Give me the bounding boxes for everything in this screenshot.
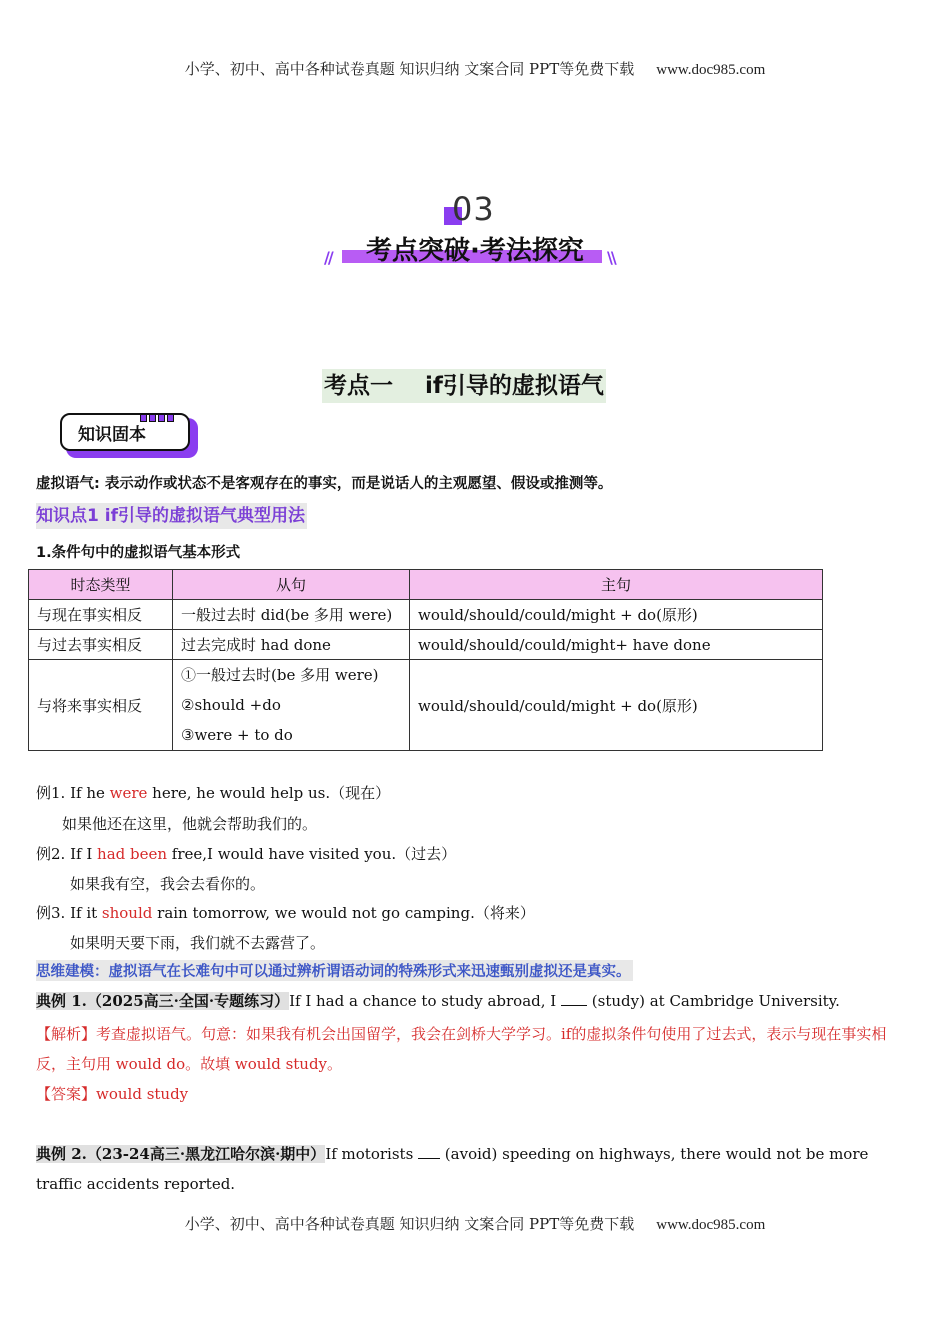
example-highlight: had been [97,845,168,863]
answer-text: 【答案】would study [36,1085,189,1103]
definition: 虚拟语气: 表示动作或状态不是客观存在的事实，而是说话人的主观愿望、假设或推测等。 [36,476,613,492]
table-row [29,600,823,630]
example-text: 例3. If it [36,904,102,922]
table-header: 从句 [173,570,410,600]
example2-question-text: If motorists [325,1145,419,1163]
table-cell-main: would/should/could/might + do(原形) [410,660,823,751]
slash-left-decoration: // [324,248,332,267]
example1-label: 典例 1.（2025高三·全国·专题练习） [36,992,290,1010]
table-cell-clause: 过去完成时 had done [173,630,410,660]
knowledge-point-title: 知识点1 if引导的虚拟语气典型用法 [36,503,307,529]
table-cell-type: 与过去事实相反 [29,630,173,660]
footer-text: 小学、初中、高中各种试卷真题 知识归纳 文案合同 PPT等免费下载 [184,1215,635,1233]
knowledge-badge [60,413,200,461]
footer-url[interactable]: www.doc985.com [656,1217,766,1233]
example-sentence [36,843,456,864]
conditional-table [28,569,823,751]
example1-explanation [36,1019,910,1109]
model-thinking: 思维建模：虚拟语气在长难句中可以通过辨析谓语动词的特殊形式来迅速甄别虚拟还是真实。 [36,960,633,981]
knowledge-badge-dots [140,407,186,417]
example-text: 例1. If he [36,784,110,802]
page-header [0,58,950,79]
example1-question-text: (study) at Cambridge University. [587,992,840,1010]
table-cell-type: 与将来事实相反 [29,660,173,751]
header-text: 小学、初中、高中各种试卷真题 知识归纳 文案合同 PPT等免费下载 [184,60,635,78]
section-badge [0,190,950,270]
form-title: 1.条件句中的虚拟语气基本形式 [36,545,241,561]
section-title: 考点突破·考法探究 [366,236,584,266]
page-footer [0,1213,950,1234]
table-cell-type: 与现在事实相反 [29,600,173,630]
knowledge-badge-label: 知识固本 [78,425,146,445]
example-text: 例2. If I [36,845,98,863]
example-text: here, he would help us.（现在） [147,784,391,802]
example-sentence [36,782,390,803]
analysis-text: 【解析】考查虚拟语气。句意：如果我有机会出国留学，我会在剑桥大学学习。if的虚拟条件句使用了过去式，表示与现在事实相反，主句用 would do。故填 would study。 [36,1025,887,1073]
header-url[interactable]: www.doc985.com [656,62,766,78]
example2-question-text: (avoid) speeding on highways, there would not be more traffic accidents reported. [36,1145,869,1193]
answer-blank [418,1146,440,1159]
clause-option: ①一般过去时(be 多用 were) [181,666,379,684]
point-title: 考点一 if引导的虚拟语气 [322,369,606,403]
example1-question [36,990,840,1011]
table-cell-main: would/should/could/might+ have done [410,630,823,660]
clause-option: ②should +do [181,696,281,714]
table-row [29,630,823,660]
example-sentence [36,902,535,923]
section-number: 03 [452,190,495,228]
table-cell-main: would/should/could/might + do(原形) [410,600,823,630]
example-highlight: were [109,784,148,802]
table-header-row [29,570,823,600]
example-text: free,I would have visited you.（过去） [167,845,457,863]
table-header: 时态类型 [29,570,173,600]
table-cell-clause: 一般过去时 did(be 多用 were) [173,600,410,630]
example-highlight: should [101,904,153,922]
example1-question-text: If I had a chance to study abroad, I [289,992,561,1010]
example2-label: 典例 2.（23-24高三·黑龙江哈尔滨·期中） [36,1145,326,1163]
example2-question [36,1139,910,1199]
table-header: 主句 [410,570,823,600]
table-row [29,660,823,751]
answer-blank [561,993,587,1006]
example-translation: 如果他还在这里，他就会帮助我们的。 [62,815,318,833]
example-translation: 如果我有空，我会去看你的。 [70,875,266,893]
example-translation: 如果明天要下雨，我们就不去露营了。 [70,934,326,952]
slash-right-decoration: \\ [607,248,615,267]
table-cell-clause [173,660,410,751]
clause-option: ③were + to do [181,726,293,744]
example-text: rain tomorrow, we would not go camping.（将来） [152,904,535,922]
